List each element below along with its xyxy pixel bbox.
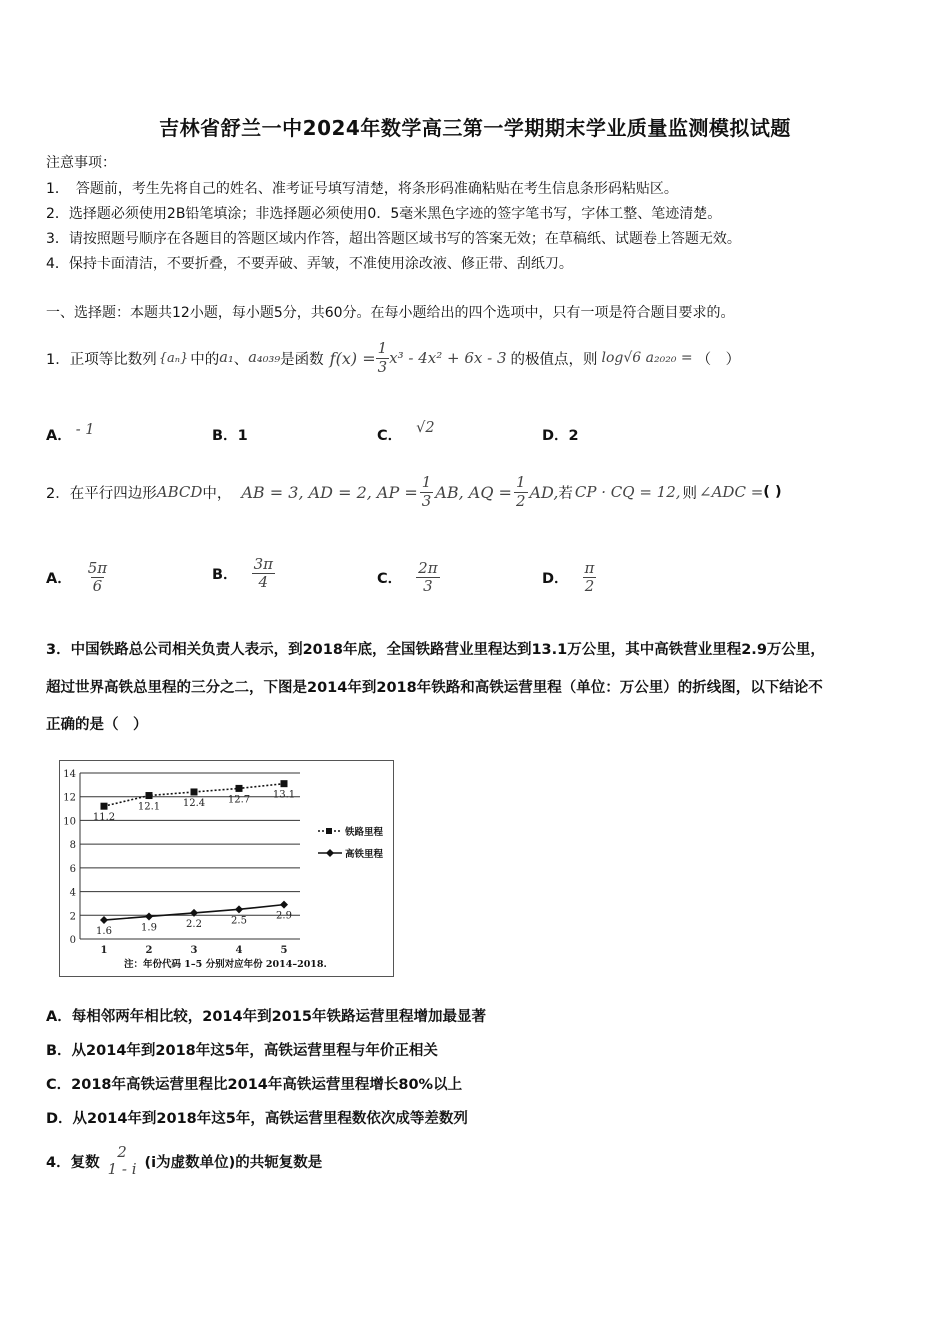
chart-note: 注：年份代码 1–5 分别对应年份 2014–2018. — [124, 959, 327, 970]
data-label: 1.6 — [96, 926, 112, 938]
q1-option-c: C． √2 — [377, 420, 435, 444]
q2-angle: ∠ADC = — [699, 483, 764, 501]
legend-label: 高铁里程 — [345, 849, 384, 860]
q1-text-3: 是函数 — [280, 351, 324, 368]
q1-text-2: 中的 — [190, 351, 220, 368]
q3-option-d: D．从2014年到2018年这5年，高铁运营里程数依次成等差数列 — [46, 1111, 468, 1127]
q2-option-a: A． $\frac{5\pi}{6}$ — [46, 559, 108, 596]
note-item-1: 1． 答题前，考生先将自己的姓名、准考证号填写清楚，将条形码准确粘贴在考生信息条形码粘贴区。 — [46, 181, 678, 197]
y-tick-label: 12 — [63, 792, 76, 804]
y-tick-label: 8 — [69, 840, 76, 852]
data-label: 12.7 — [227, 794, 251, 806]
q2-text-1: 2．在平行四边形 — [46, 485, 157, 502]
railway-point — [281, 780, 288, 787]
y-tick-label: 14 — [63, 769, 76, 780]
x-tick-label: 4 — [235, 945, 243, 956]
data-label: 12.1 — [137, 801, 161, 813]
note-item-3: 3．请按照题号顺序在各题目的答题区域内作答，超出答题区域书写的答案无效；在草稿纸、试题卷上答题无效。 — [46, 231, 741, 247]
legend-label: 铁路里程 — [345, 827, 384, 838]
high-speed-point — [235, 905, 243, 913]
q2-condition-4: CP · CQ = 12, — [574, 483, 681, 501]
q1-text-1: 1．正项等比数列 — [46, 351, 157, 368]
railway-point — [191, 788, 198, 795]
q2-text-4: 则 — [682, 485, 698, 502]
q1-option-b: B．1 — [212, 428, 248, 444]
legend-marker-square — [326, 828, 332, 834]
q1-sep: 、 — [233, 351, 249, 368]
q2-text-3: 若 — [558, 485, 573, 502]
q3-line-2: 超过世界高铁总里程的三分之二，下图是2014年到2018年铁路和高铁运营里程（单位：万公里）的折线图，以下结论不 — [46, 680, 823, 696]
railway-point — [236, 785, 243, 792]
note-item-2: 2．选择题必须使用2B铅笔填涂；非选择题必须使用0．5毫米黑色字迹的签字笔书写，字体工整、笔迹清楚。 — [46, 206, 722, 222]
q2-text-2: 中， — [202, 485, 232, 502]
page-title: 吉林省舒兰一中2024年数学高三第一学期期末学业质量监测模拟试题 — [159, 116, 791, 140]
data-label: 13.1 — [272, 789, 296, 801]
data-label: 2.9 — [276, 910, 292, 922]
railway-line-chart — [59, 760, 394, 977]
q3-option-c: C．2018年高铁运营里程比2014年高铁运营里程增长80%以上 — [46, 1077, 463, 1093]
y-tick-label: 10 — [63, 816, 76, 828]
x-tick-label: 3 — [190, 945, 198, 956]
q2-condition-3: AD, — [529, 482, 559, 502]
y-tick-label: 6 — [69, 863, 76, 875]
q2-condition-2: AB, AQ = — [435, 482, 512, 502]
q3-option-b: B．从2014年到2018年这5年，高铁运营里程与年价正相关 — [46, 1043, 438, 1059]
question-2 — [46, 470, 782, 514]
high-speed-point — [145, 912, 153, 920]
q1-text-4: 的极值点，则 — [510, 351, 598, 368]
q2-option-c: C． $\frac{2\pi}{3}$ — [377, 559, 438, 596]
q2-text-5: ( ) — [763, 484, 782, 500]
q3-line-1: 3．中国铁路总公司相关负责人表示，到2018年底，全国铁路营业里程达到13.1万公里，其中高铁营业里程2.9万公里， — [46, 642, 825, 658]
data-label: 1.9 — [141, 922, 157, 934]
q1-log-expression: log√6 a₂₀₂₀ = — [601, 350, 693, 366]
q1-a1: a₁ — [219, 350, 234, 366]
q2-fraction-2: $\frac{1}{2}$ — [515, 473, 526, 510]
notes-heading: 注意事项： — [46, 155, 116, 171]
x-tick-label: 2 — [145, 945, 153, 956]
q1-sequence: {aₙ} — [158, 350, 189, 366]
question-4 — [46, 1138, 322, 1184]
y-tick-label: 2 — [69, 911, 76, 923]
chart-svg — [60, 761, 393, 976]
q3-line-3: 正确的是（ ） — [46, 717, 148, 733]
q1-func-left: f(x) = — [329, 348, 376, 368]
q4-fraction: 2 1 - i — [107, 1142, 137, 1178]
high-speed-point — [280, 901, 288, 909]
q1-text-5: （ ） — [696, 351, 741, 368]
x-tick-label: 1 — [100, 945, 108, 956]
high-speed-point — [100, 916, 108, 924]
q1-func-fraction: $\frac{1}{3}$ — [377, 339, 388, 376]
q4-text-1: 4．复数 — [46, 1154, 100, 1171]
data-label: 11.2 — [92, 812, 116, 824]
q2-option-d: D． $\frac{\pi}{2}$ — [542, 559, 595, 596]
q4-text-2: (i为虚数单位)的共轭复数是 — [144, 1154, 323, 1171]
railway-point — [146, 792, 153, 799]
railway-point — [101, 803, 108, 810]
q2-abcd: ABCD — [156, 483, 203, 501]
q1-option-a: A． - 1 — [46, 422, 95, 444]
note-item-4: 4．保持卡面清洁，不要折叠，不要弄破、弄皱，不准使用涂改液、修正带、刮纸刀。 — [46, 256, 573, 272]
q2-fraction-1: $\frac{1}{3}$ — [421, 473, 432, 510]
y-tick-label: 0 — [69, 935, 76, 946]
y-tick-label: 4 — [69, 887, 76, 899]
q3-option-a: A．每相邻两年相比较，2014年到2015年铁路运营里程增加最显著 — [46, 1009, 486, 1025]
q1-func-right: x³ - 4x² + 6x - 3 — [389, 349, 507, 367]
data-label: 12.4 — [182, 797, 206, 809]
q1-option-d: D．2 — [542, 428, 579, 444]
data-label: 2.2 — [186, 918, 202, 930]
data-label: 2.5 — [231, 915, 247, 927]
x-tick-label: 5 — [280, 945, 288, 956]
section-1-heading: 一、选择题：本题共12小题，每小题5分，共60分。在每小题给出的四个选项中，只有一项是符合题目要求的。 — [46, 305, 735, 321]
question-1 — [46, 338, 740, 378]
q2-condition-1: AB = 3, AD = 2, AP = — [241, 482, 418, 502]
legend-marker-diamond — [326, 849, 334, 857]
q2-option-b: B． $\frac{3\pi}{4}$ — [212, 555, 273, 592]
q1-a4039: a₄₀₃₉ — [248, 350, 281, 366]
